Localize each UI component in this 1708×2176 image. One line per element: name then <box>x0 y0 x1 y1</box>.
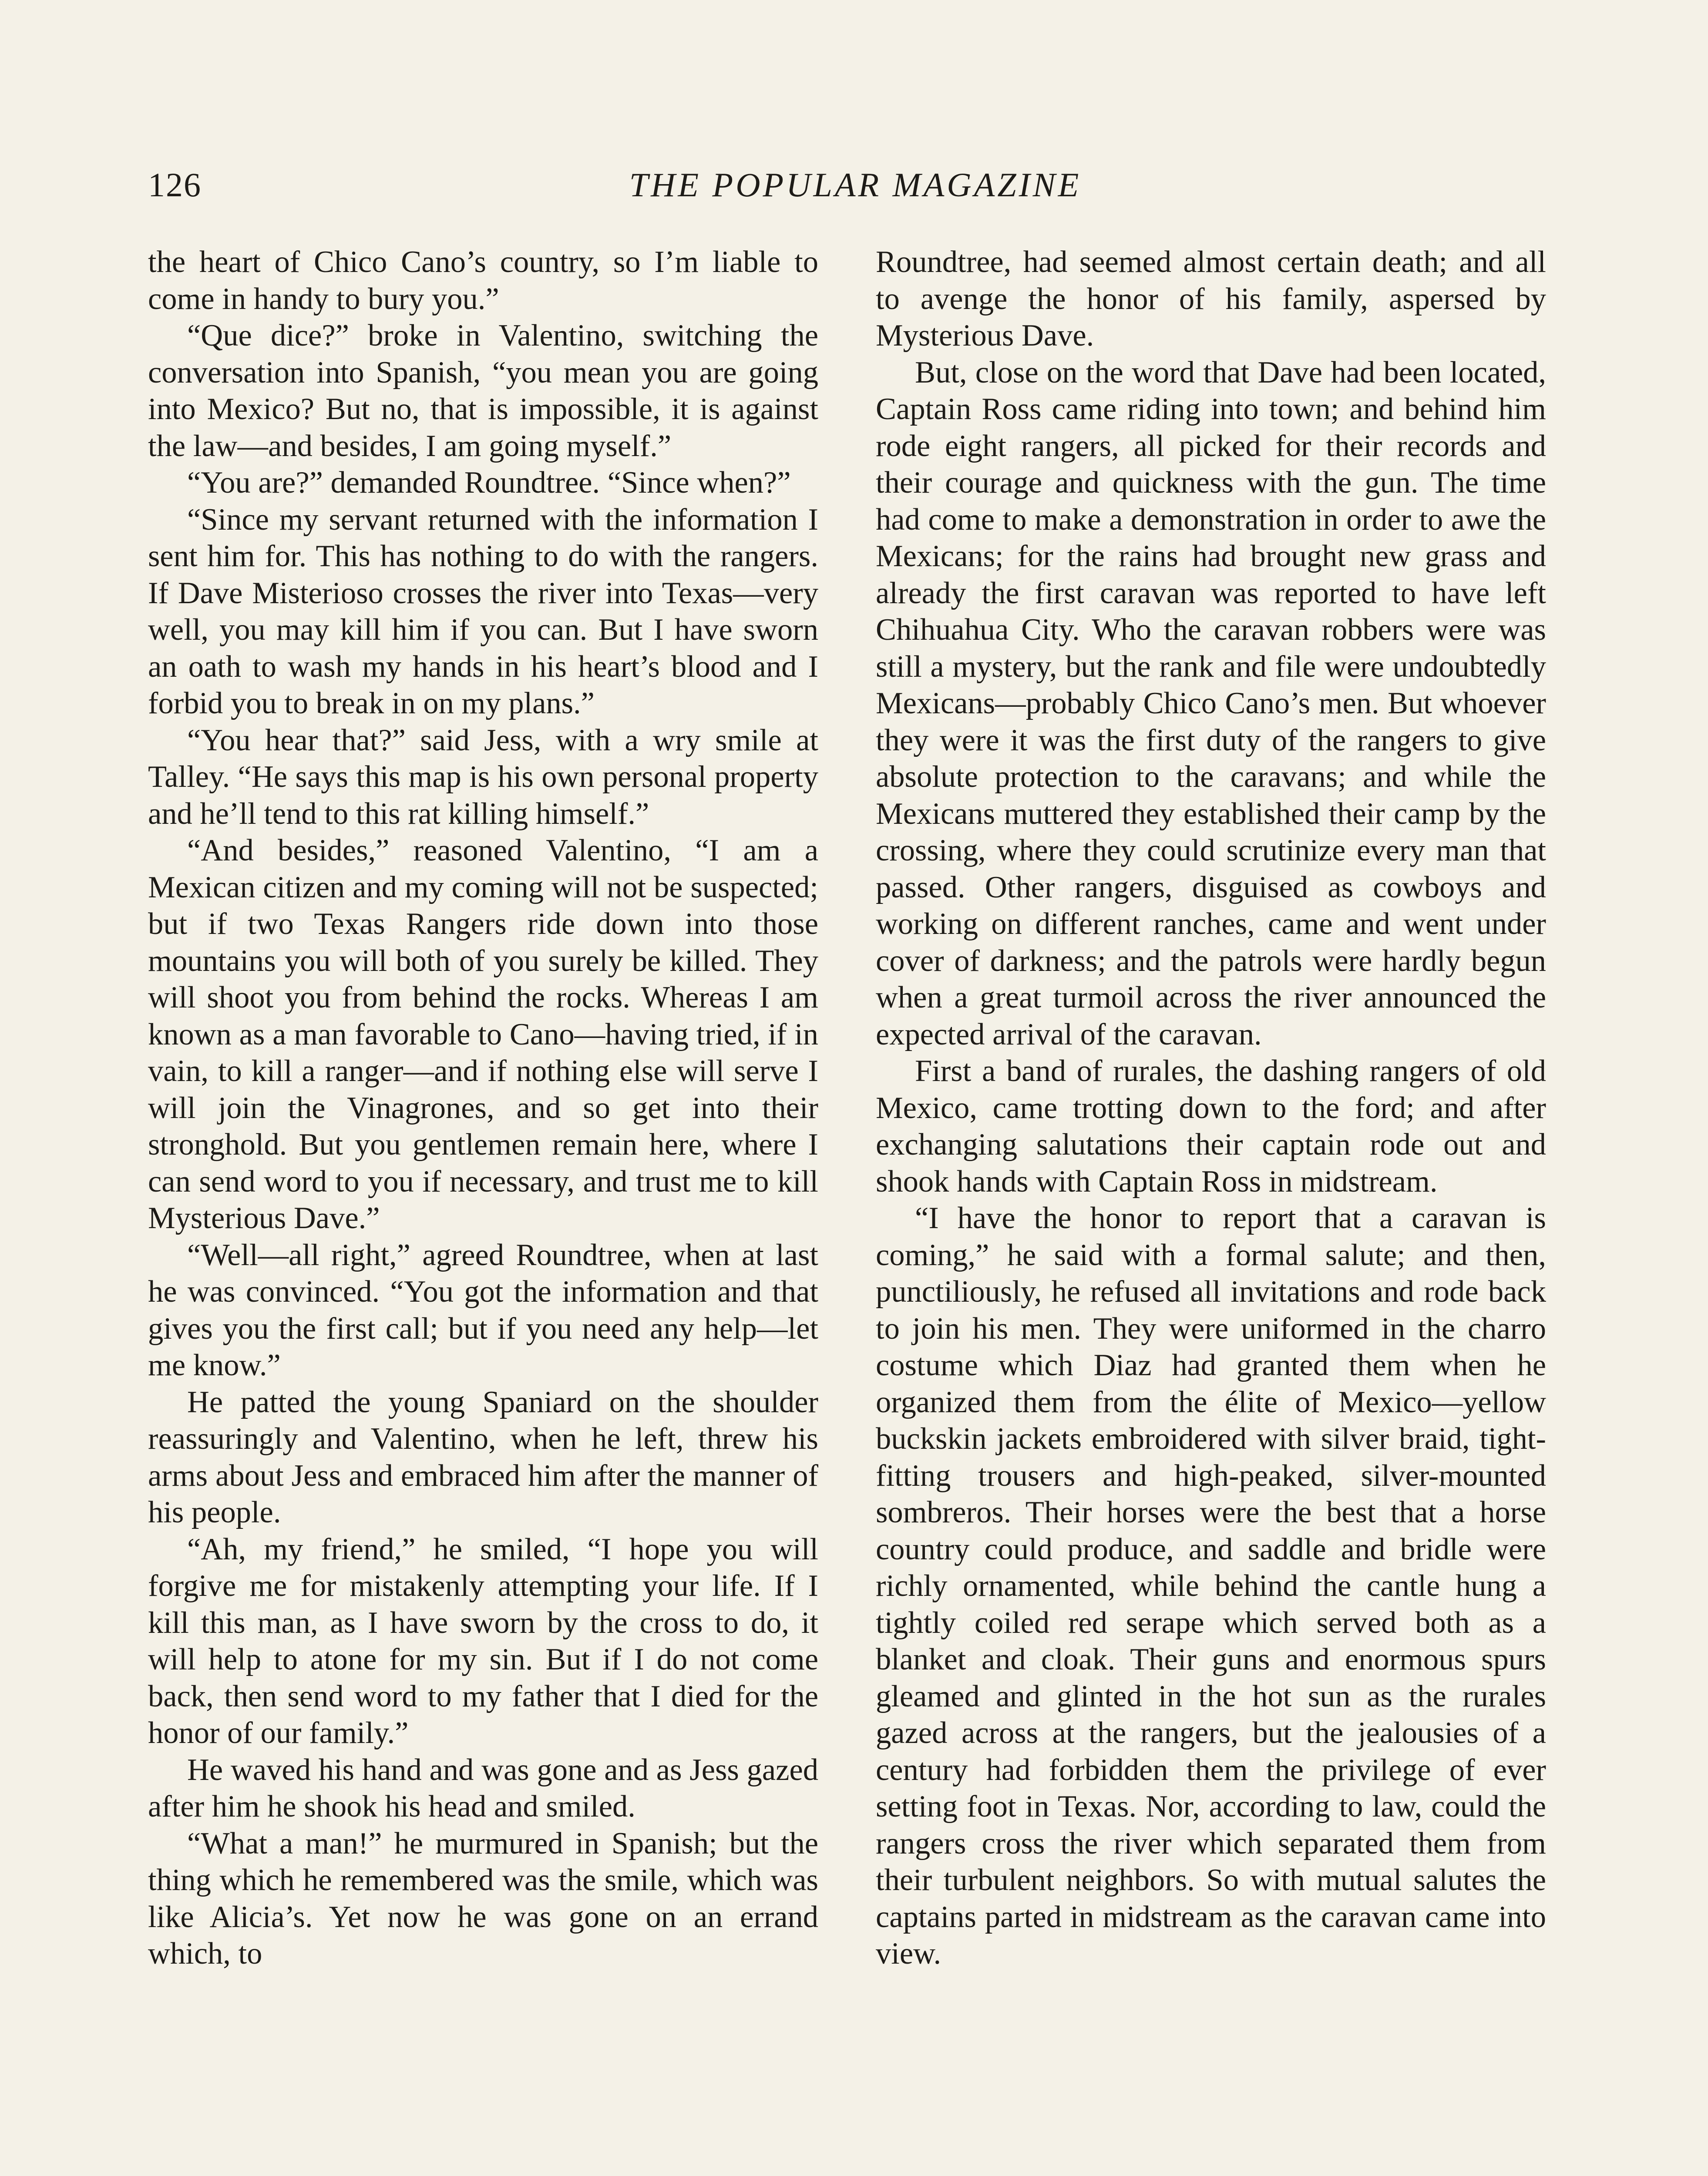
running-title: THE POPULAR MAGAZINE <box>629 166 1082 204</box>
page-header <box>148 161 1563 222</box>
right-column <box>876 244 1546 1972</box>
paragraph: He waved his hand and was gone and as Jess gazed after him he shook his head and smiled. <box>148 1753 818 1823</box>
paragraph: First a band of rurales, the dashing rangers of old Mexico, came trotting down to the ford; and after exchanging salutations their captain rode out and shook hands with Captain Ross in midstream. <box>876 1054 1546 1199</box>
paragraph: “I have the honor to report that a caravan is coming,” he said with a formal salute; and then, punctiliously, he refused all invitations and rode back to join his men. They were uniformed in the charro costume which Diaz had granted them when he organized them from the élite of Mexico—yellow buckskin jackets embroidered with silver braid, tight-fitting trousers and high-peaked, silver-mounted sombreros. Their horses were the best that a horse country could produce, and saddle and bridle were richly ornamented, while behind the cantle hung a tightly coiled red serape which served both as a blanket and cloak. Their guns and enormous spurs gleamed and glinted in the hot sun as the rurales gazed across at the rangers, but the jealousies of a century had forbidden them the privilege of ever setting foot in Texas. Nor, according to law, could the rangers cross the river which separated them from their turbulent neighbors. So with mutual salutes the captains parted in midstream as the caravan came into view. <box>876 1201 1546 1971</box>
paragraph: Roundtree, had seemed almost certain death; and all to avenge the honor of his family, aspersed by Mysterious Dave. <box>876 245 1546 353</box>
paragraph: “Since my servant returned with the information I sent him for. This has nothing to do with the rangers. If Dave Misterioso crosses the river into Texas—very well, you may kill him if you can. But I have sworn an oath to wash my hands in his heart’s blood and I forbid you to break in on my plans.” <box>148 502 818 720</box>
page-number: 126 <box>148 166 202 204</box>
paragraph: “You are?” demanded Roundtree. “Since when?” <box>187 466 791 500</box>
paragraph: “Ah, my friend,” he smiled, “I hope you will forgive me for mistakenly attempting your life. If I kill this man, as I have sworn by the cross to do, it will help to atone for my sin. But if I do not come back, then send word to my father that I died for the honor of our family.” <box>148 1532 818 1750</box>
paragraph: the heart of Chico Cano’s country, so I’m liable to come in handy to bury you.” <box>148 245 818 316</box>
paragraph: “And besides,” reasoned Valentino, “I am a Mexican citizen and my coming will not be suspected; but if two Texas Rangers ride down into those mountains you will both of you surely be killed. They will shoot you from behind the rocks. Whereas I am known as a man favorable to Cano—having tried, if in vain, to kill a ranger—and if nothing else will serve I will join the Vinagrones, and so get into their stronghold. But you gentlemen remain here, where I can send word to you if necessary, and trust me to kill Mysterious Dave.” <box>148 833 818 1235</box>
paragraph: “What a man!” he murmured in Spanish; but the thing which he remembered was the smile, which was like Alicia’s. Yet now he was gone on an errand which, to <box>148 1826 818 1971</box>
paragraph: He patted the young Spaniard on the shoulder reassuringly and Valentino, when he left, threw his arms about Jess and embraced him after the manner of his people. <box>148 1385 818 1529</box>
paragraph: “Well—all right,” agreed Roundtree, when at last he was convinced. “You got the information and that gives you the first call; but if you need any help—let me know.” <box>148 1238 818 1382</box>
paragraph: “You hear that?” said Jess, with a wry smile at Talley. “He says this map is his own personal property and he’ll tend to this rat killing himself.” <box>148 723 818 831</box>
paragraph: But, close on the word that Dave had been located, Captain Ross came riding into town; and behind him rode eight rangers, all picked for their records and their courage and quickness with the gun. The time had come to make a demonstration in order to awe the Mexicans; for the rains had brought new grass and already the first caravan was reported to have left Chihuahua City. Who the caravan robbers were was still a mystery, but the rank and file were undoubtedly Mexicans—probably Chico Cano’s men. But whoever they were it was the first duty of the rangers to give absolute protection to the caravans; and while the Mexicans muttered they established their camp by the crossing, where they could scrutinize every man that passed. Other rangers, disguised as cowboys and working on different ranches, came and went under cover of darkness; and the patrols were hardly begun when a great turmoil across the river announced the expected arrival of the caravan. <box>876 355 1546 1051</box>
paragraph: “Que dice?” broke in Valentino, switching the conversation into Spanish, “you mean you are going into Mexico? But no, that is impossible, it is against the law—and besides, I am going myself.” <box>148 319 818 463</box>
left-column <box>148 244 818 1972</box>
